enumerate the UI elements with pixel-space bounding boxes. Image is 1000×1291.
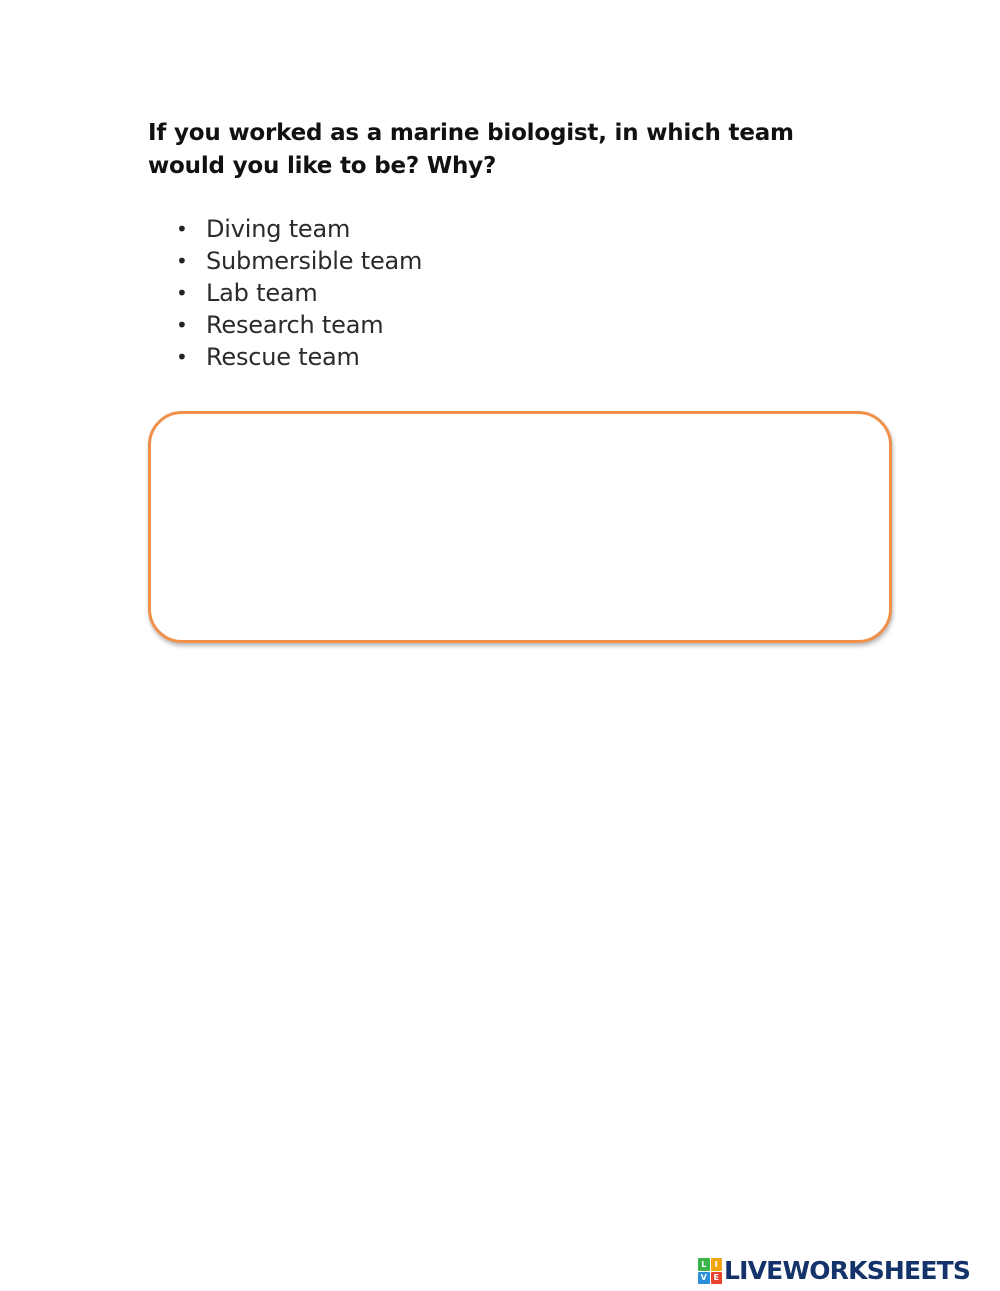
option-label: Diving team xyxy=(206,215,351,243)
bullet: • xyxy=(176,281,188,305)
option-label: Rescue team xyxy=(206,343,360,371)
option-research-team xyxy=(176,309,422,341)
team-options-list xyxy=(176,213,422,373)
option-label: Lab team xyxy=(206,279,318,307)
liveworksheets-logo xyxy=(698,1256,970,1286)
logo-text: LIVEWORKSHEETS xyxy=(724,1256,971,1285)
option-lab-team xyxy=(176,277,422,309)
logo-mark-icon xyxy=(698,1258,722,1284)
option-diving-team xyxy=(176,213,422,245)
logo-mark-cell: V xyxy=(698,1272,710,1285)
answer-input-box[interactable] xyxy=(148,411,892,643)
option-submersible-team xyxy=(176,245,422,277)
option-rescue-team xyxy=(176,341,422,373)
bullet: • xyxy=(176,313,188,337)
option-label: Submersible team xyxy=(206,247,423,275)
option-label: Research team xyxy=(206,311,384,339)
bullet: • xyxy=(176,217,188,241)
bullet: • xyxy=(176,249,188,273)
logo-mark-cell: E xyxy=(711,1272,723,1285)
bullet: • xyxy=(176,345,188,369)
question-text: If you worked as a marine biologist, in which team would you like to be? Why? xyxy=(148,120,794,179)
logo-mark-cell: L xyxy=(698,1258,710,1271)
logo-mark-cell: I xyxy=(711,1258,723,1271)
